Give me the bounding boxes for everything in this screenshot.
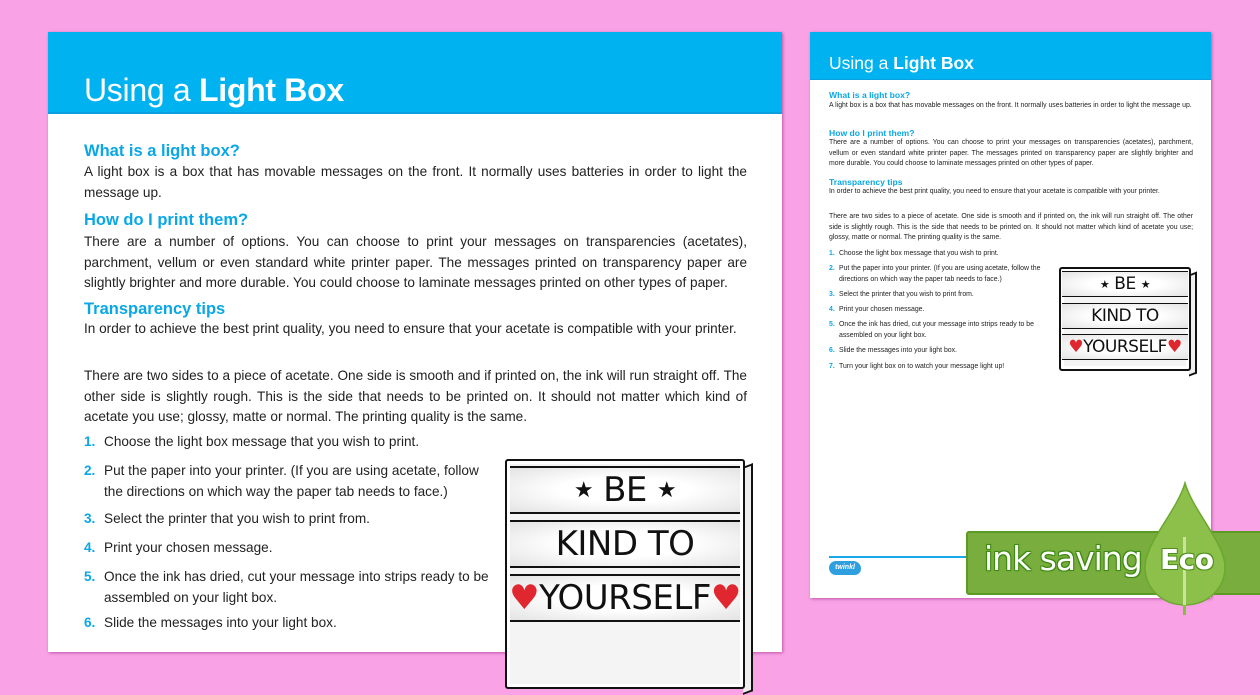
- eco-label: Eco: [1160, 543, 1214, 576]
- heart-icon: ♥: [1068, 337, 1084, 357]
- ink-saving-label: ink saving: [984, 539, 1142, 578]
- section-paragraph: In order to achieve the best print quality, you need to ensure that your acetate is compatible with your printer.: [84, 321, 737, 336]
- light-box-text: KIND TO: [1091, 306, 1159, 326]
- list-number: 3.: [829, 291, 835, 298]
- list-item: [84, 613, 494, 634]
- list-number: 6.: [84, 615, 96, 630]
- star-icon: ★: [1099, 277, 1110, 291]
- star-icon: ★: [1140, 277, 1151, 291]
- list-number: 2.: [84, 463, 96, 478]
- light-box-row-2: [1062, 303, 1188, 329]
- section-paragraph: There are a number of options. You can choose to print your messages on transparencies (acetates), parchment, vellum or even standard white printer paper. The messages printed on transparency paper are slightly brighter and more durable. You could choose to laminate messages printed on other types of paper.: [84, 234, 747, 290]
- list-number: 4.: [829, 306, 835, 313]
- title-prefix: Using a: [84, 72, 191, 108]
- list-text: Once the ink has dried, cut your message into strips ready to be assembled on your light box.: [104, 569, 489, 605]
- list-text: Slide the messages into your light box.: [839, 347, 957, 354]
- list-number: 7.: [829, 363, 835, 370]
- list-item: [829, 346, 1059, 357]
- section-paragraph: There are a number of options. You can choose to print your messages on transparencies (acetates), parchment, vellum or even standard white printer paper. The messages printed on transparency paper are slightly brighter and more durable. You could choose to laminate messages printed on other types of paper.: [829, 139, 1193, 167]
- list-item: [829, 249, 1059, 260]
- section-paragraph: A light box is a box that has movable messages on the front. It normally uses batteries in order to light the message up.: [84, 164, 747, 200]
- list-text: Choose the light box message that you wish to print.: [104, 434, 420, 449]
- list-number: 4.: [84, 540, 96, 555]
- list-item: [84, 509, 494, 530]
- light-box-text: KIND TO: [555, 524, 695, 564]
- list-item: [829, 320, 1059, 341]
- title-prefix: Using a: [829, 53, 889, 73]
- list-number: 5.: [84, 569, 96, 584]
- list-text: Print your chosen message.: [839, 306, 925, 313]
- list-text: Slide the messages into your light box.: [104, 615, 337, 630]
- list-text: Select the printer that you wish to print from.: [839, 291, 974, 298]
- light-box-row-1: [1062, 271, 1188, 297]
- list-number: 6.: [829, 347, 835, 354]
- list-item: [829, 290, 1059, 301]
- list-item: [829, 305, 1059, 316]
- page-title: [84, 72, 344, 109]
- footer-divider: [829, 556, 969, 558]
- section-paragraph: There are two sides to a piece of acetate. One side is smooth and if printed on, the ink will run straight off. The other side is slightly rough. This is the side that needs to be printed on. It should not matter which kind of acetate you use; glossy, matte or normal. The printing quality is the same.: [84, 368, 747, 424]
- list-number: 1.: [84, 434, 96, 449]
- star-icon: ★: [573, 477, 594, 503]
- title-bold: Light Box: [893, 53, 974, 73]
- light-box-illustration: [1059, 267, 1191, 371]
- star-icon: ★: [656, 477, 677, 503]
- twinkl-logo: twinkl: [829, 561, 861, 575]
- list-text: Choose the light box message that you wish to print.: [839, 250, 999, 257]
- section-heading-what: What is a light box?: [84, 142, 240, 160]
- list-item: [84, 461, 494, 502]
- list-number: 2.: [829, 265, 835, 272]
- heart-icon: ♥: [710, 578, 741, 618]
- list-item: [829, 362, 1059, 373]
- list-number: 5.: [829, 321, 835, 328]
- list-item: [829, 264, 1059, 285]
- light-box-text: YOURSELF: [1083, 337, 1167, 357]
- list-text: Print your chosen message.: [104, 540, 273, 555]
- document-preview-large: [48, 32, 782, 652]
- light-box-row-3: [1062, 334, 1188, 360]
- list-item: [84, 432, 494, 453]
- page-title: [829, 53, 974, 74]
- light-box-text: YOURSELF: [539, 578, 711, 618]
- light-box-row-1: [510, 466, 740, 514]
- list-text: Select the printer that you wish to print from.: [104, 511, 370, 526]
- list-item: [84, 538, 494, 559]
- list-item: [84, 567, 494, 608]
- section-heading-how: How do I print them?: [84, 211, 249, 229]
- heart-icon: ♥: [509, 578, 540, 618]
- section-paragraph: In order to achieve the best print quality, you need to ensure that your acetate is compatible with your printer.: [829, 188, 1160, 195]
- list-number: 3.: [84, 511, 96, 526]
- list-text: Turn your light box on to watch your message light up!: [839, 363, 1005, 370]
- list-text: Put the paper into your printer. (If you are using acetate, follow the directions on which way the paper tab needs to face.): [839, 265, 1041, 283]
- light-box-row-2: [510, 520, 740, 568]
- light-box-text: BE: [1114, 274, 1136, 294]
- light-box-row-3: [510, 574, 740, 622]
- list-text: Once the ink has dried, cut your message into strips ready to be assembled on your light box.: [839, 321, 1034, 339]
- light-box-illustration: [505, 459, 745, 689]
- section-paragraph: There are two sides to a piece of acetate. One side is smooth and if printed on, the ink will run straight off. The other side is slightly rough. This is the side that needs to be printed on. It should not matter which kind of acetate you use; glossy, matte or normal. The printing quality is the same.: [829, 213, 1193, 241]
- light-box-text: BE: [603, 470, 647, 510]
- heart-icon: ♥: [1166, 337, 1182, 357]
- section-heading-tips: Transparency tips: [829, 177, 903, 187]
- section-heading-how: How do I print them?: [829, 128, 915, 138]
- title-bold: Light Box: [199, 72, 344, 108]
- section-paragraph: A light box is a box that has movable messages on the front. It normally uses batteries in order to light the message up.: [829, 102, 1192, 109]
- list-text: Put the paper into your printer. (If you are using acetate, follow the directions on which way the paper tab needs to face.): [104, 463, 479, 499]
- section-heading-what: What is a light box?: [829, 90, 911, 100]
- list-number: 1.: [829, 250, 835, 257]
- section-heading-tips: Transparency tips: [84, 300, 226, 318]
